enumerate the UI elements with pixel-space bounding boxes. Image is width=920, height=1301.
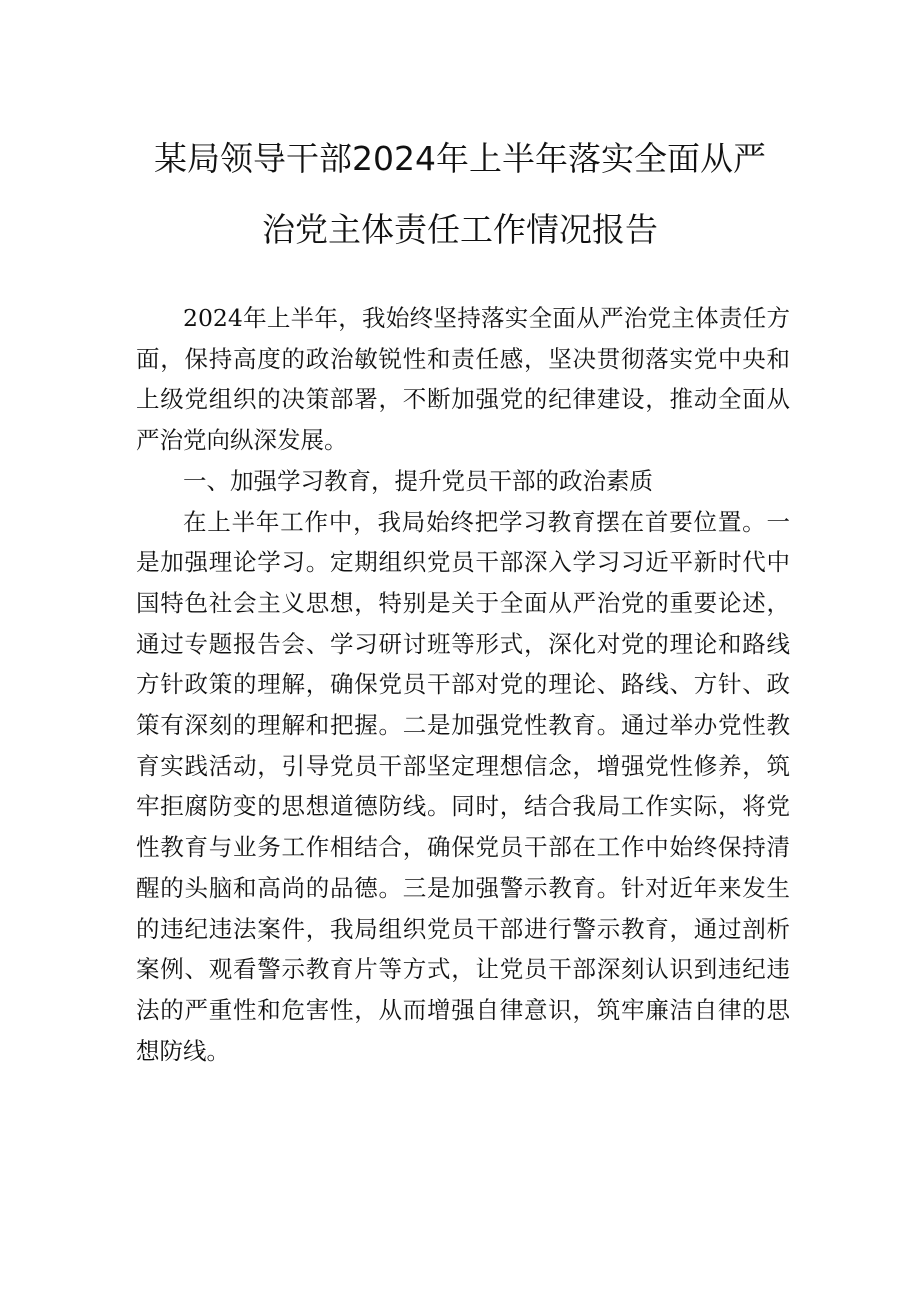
document-title-line-1: 某局领导干部2024年上半年落实全面从严 [154, 139, 766, 178]
document-title-line-2: 治党主体责任工作情况报告 [262, 210, 658, 249]
section-1-paragraph: 在上半年工作中，我局始终把学习教育摆在首要位置。一是加强理论学习。定期组织党员干部深入学习习近平新时代中国特色社会主义思想，特别是关于全面从严治党的重要论述，通过专题报告会、学习研讨班等形式，深化对党的理论和路线方针政策的理解，确保党员干部对党的理论、路线、方针、政策有深刻的理解和把握。二是加强党性教育。通过举办党性教育实践活动，引导党员干部坚定理想信念，增强党性修养，筑牢拒腐防变的思想道德防线。同时，结合我局工作实际，将党性教育与业务工作相结合，确保党员干部在工作中始终保持清醒的头脑和高尚的品德。三是加强警示教育。针对近年来发生的违纪违法案件，我局组织党员干部进行警示教育，通过剖析案例、观看警示教育片等方式，让党员干部深刻认识到违纪违法的严重性和危害性，从而增强自律意识，筑牢廉洁自律的思想防线。 [136, 507, 790, 1065]
document-body [136, 298, 790, 1071]
intro-paragraph: 2024年上半年，我始终坚持落实全面从严治党主体责任方面，保持高度的政治敏锐性和责任感，坚决贯彻落实党中央和上级党组织的决策部署，不断加强党的纪律建设，推动全面从严治党向纵深发展。 [136, 304, 790, 455]
section-heading-1: 一、加强学习教育，提升党员干部的政治素质 [183, 466, 653, 495]
